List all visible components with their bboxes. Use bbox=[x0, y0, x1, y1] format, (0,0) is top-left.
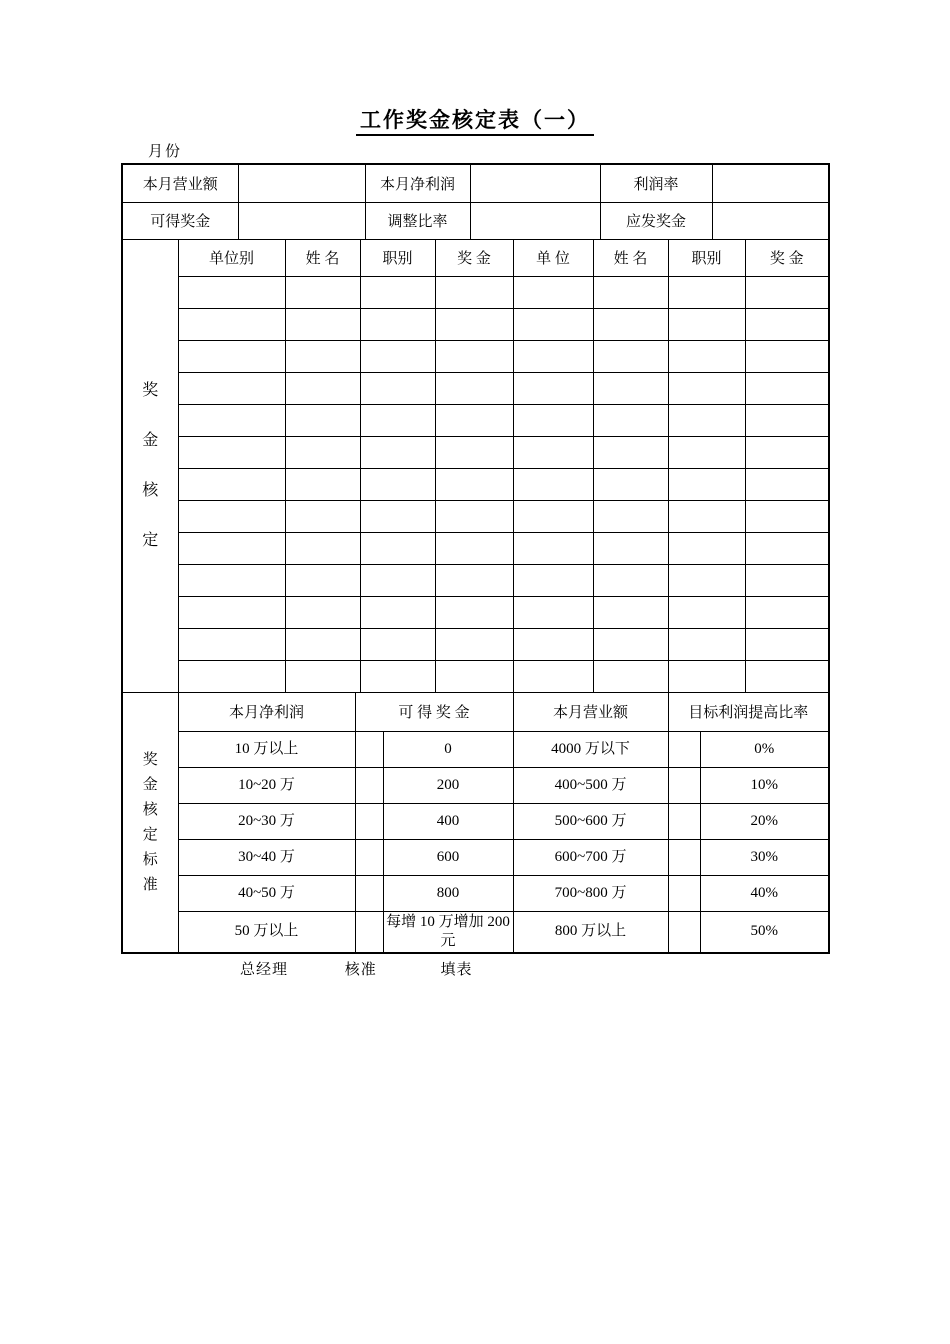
roster-empty-cell bbox=[593, 565, 668, 597]
roster-empty-cell bbox=[435, 501, 513, 533]
roster-empty-cell bbox=[360, 405, 435, 437]
standards-label-char: 金 bbox=[142, 776, 158, 793]
roster-label-char: 核 bbox=[142, 481, 159, 499]
standards-label-char: 标 bbox=[142, 851, 158, 868]
roster-label-char: 金 bbox=[142, 431, 159, 449]
standards-row bbox=[123, 767, 828, 803]
standards-row bbox=[123, 839, 828, 875]
label-obtainable-bonus: 可得奖金 bbox=[123, 202, 238, 239]
page-title-text: 工作奖金核定表（一） bbox=[356, 108, 594, 136]
roster-empty-cell bbox=[668, 405, 745, 437]
roster-empty-cell bbox=[745, 661, 828, 693]
roster-empty-cell bbox=[360, 469, 435, 501]
roster-empty-cell bbox=[178, 373, 285, 405]
col-header-bonus-1: 奖 金 bbox=[435, 240, 513, 277]
roster-empty-cell bbox=[593, 629, 668, 661]
roster-empty-row bbox=[123, 597, 828, 629]
roster-empty-cell bbox=[513, 309, 593, 341]
standards-net-profit-cell: 50 万以上 bbox=[178, 911, 355, 952]
value-monthly-net-profit bbox=[470, 165, 600, 202]
summary-table bbox=[123, 165, 828, 240]
roster-empty-cell bbox=[668, 277, 745, 309]
value-obtainable-bonus bbox=[238, 202, 365, 239]
standards-net-profit-cell: 30~40 万 bbox=[178, 839, 355, 875]
standards-spacer-cell bbox=[355, 911, 383, 952]
roster-empty-cell bbox=[513, 341, 593, 373]
standards-bonus-cell: 400 bbox=[383, 803, 513, 839]
col-header-target-ratio: 目标利润提高比率 bbox=[668, 693, 828, 731]
roster-empty-cell bbox=[178, 597, 285, 629]
roster-empty-cell bbox=[178, 629, 285, 661]
roster-empty-cell bbox=[285, 469, 360, 501]
roster-empty-cell bbox=[513, 277, 593, 309]
roster-empty-cell bbox=[668, 501, 745, 533]
roster-empty-cell bbox=[745, 629, 828, 661]
col-header-position-2: 职别 bbox=[668, 240, 745, 277]
roster-empty-cell bbox=[593, 469, 668, 501]
value-payable-bonus bbox=[712, 202, 828, 239]
roster-empty-cell bbox=[178, 437, 285, 469]
col-header-bonus-2: 奖 金 bbox=[745, 240, 828, 277]
standards-spacer-cell bbox=[668, 803, 700, 839]
roster-empty-row bbox=[123, 277, 828, 309]
label-profit-rate: 利润率 bbox=[600, 165, 712, 202]
roster-empty-cell bbox=[513, 437, 593, 469]
roster-empty-cell bbox=[668, 629, 745, 661]
standards-row bbox=[123, 911, 828, 952]
roster-empty-cell bbox=[513, 533, 593, 565]
roster-empty-row bbox=[123, 373, 828, 405]
roster-empty-cell bbox=[285, 341, 360, 373]
standards-header-row bbox=[123, 693, 828, 731]
roster-empty-cell bbox=[360, 341, 435, 373]
roster-empty-cell bbox=[360, 565, 435, 597]
roster-section-label bbox=[123, 240, 178, 693]
value-adjust-ratio bbox=[470, 202, 600, 239]
value-monthly-revenue bbox=[238, 165, 365, 202]
roster-empty-cell bbox=[668, 469, 745, 501]
value-profit-rate bbox=[712, 165, 828, 202]
roster-empty-cell bbox=[285, 533, 360, 565]
roster-empty-cell bbox=[668, 533, 745, 565]
standards-ratio-cell: 20% bbox=[700, 803, 828, 839]
standards-body bbox=[123, 693, 828, 952]
roster-empty-cell bbox=[593, 309, 668, 341]
standards-bonus-cell: 0 bbox=[383, 731, 513, 767]
standards-section-label bbox=[123, 693, 178, 952]
roster-empty-cell bbox=[435, 597, 513, 629]
roster-empty-cell bbox=[178, 341, 285, 373]
roster-empty-cell bbox=[593, 341, 668, 373]
roster-empty-cell bbox=[178, 501, 285, 533]
roster-empty-cell bbox=[745, 405, 828, 437]
roster-empty-cell bbox=[435, 341, 513, 373]
roster-empty-row bbox=[123, 501, 828, 533]
standards-spacer-cell bbox=[355, 839, 383, 875]
roster-empty-cell bbox=[285, 629, 360, 661]
roster-empty-cell bbox=[435, 277, 513, 309]
roster-empty-cell bbox=[745, 565, 828, 597]
roster-empty-cell bbox=[435, 565, 513, 597]
standards-spacer-cell bbox=[355, 803, 383, 839]
roster-empty-cell bbox=[285, 661, 360, 693]
roster-label-char: 定 bbox=[142, 531, 159, 549]
roster-empty-row bbox=[123, 629, 828, 661]
roster-empty-cell bbox=[513, 565, 593, 597]
roster-empty-row bbox=[123, 437, 828, 469]
roster-empty-cell bbox=[513, 597, 593, 629]
standards-row bbox=[123, 803, 828, 839]
roster-empty-cell bbox=[668, 661, 745, 693]
standards-revenue-cell: 600~700 万 bbox=[513, 839, 668, 875]
standards-net-profit-cell: 40~50 万 bbox=[178, 875, 355, 911]
standards-revenue-cell: 800 万以上 bbox=[513, 911, 668, 952]
roster-empty-cell bbox=[285, 565, 360, 597]
standards-spacer-cell bbox=[355, 767, 383, 803]
standards-bonus-cell: 600 bbox=[383, 839, 513, 875]
roster-empty-cell bbox=[668, 437, 745, 469]
roster-empty-cell bbox=[178, 309, 285, 341]
col-header-revenue: 本月营业额 bbox=[513, 693, 668, 731]
roster-empty-cell bbox=[745, 277, 828, 309]
standards-ratio-cell: 30% bbox=[700, 839, 828, 875]
col-header-position-1: 职别 bbox=[360, 240, 435, 277]
roster-empty-cell bbox=[360, 629, 435, 661]
roster-empty-row bbox=[123, 533, 828, 565]
signature-general-manager: 总经理 bbox=[240, 962, 289, 978]
roster-empty-cell bbox=[745, 437, 828, 469]
standards-spacer-cell bbox=[355, 875, 383, 911]
roster-empty-row bbox=[123, 469, 828, 501]
roster-empty-cell bbox=[668, 565, 745, 597]
roster-empty-cell bbox=[513, 373, 593, 405]
roster-empty-cell bbox=[285, 501, 360, 533]
page-title bbox=[0, 104, 950, 134]
roster-empty-cell bbox=[285, 277, 360, 309]
roster-empty-cell bbox=[513, 629, 593, 661]
roster-empty-cell bbox=[435, 405, 513, 437]
roster-empty-cell bbox=[435, 373, 513, 405]
col-header-net-profit: 本月净利润 bbox=[178, 693, 355, 731]
roster-empty-cell bbox=[513, 501, 593, 533]
roster-empty-cell bbox=[285, 405, 360, 437]
roster-empty-cell bbox=[593, 277, 668, 309]
standards-row bbox=[123, 731, 828, 767]
standards-spacer-cell bbox=[668, 875, 700, 911]
roster-empty-cell bbox=[593, 661, 668, 693]
col-header-unit-type: 单位别 bbox=[178, 240, 285, 277]
roster-empty-cell bbox=[435, 469, 513, 501]
roster-empty-cell bbox=[745, 597, 828, 629]
signature-line bbox=[240, 958, 473, 979]
roster-empty-cell bbox=[745, 341, 828, 373]
col-header-unit: 单 位 bbox=[513, 240, 593, 277]
roster-empty-cell bbox=[593, 533, 668, 565]
roster-empty-cell bbox=[178, 565, 285, 597]
roster-empty-cell bbox=[360, 597, 435, 629]
roster-empty-cell bbox=[360, 437, 435, 469]
roster-empty-cell bbox=[178, 469, 285, 501]
standards-ratio-cell: 50% bbox=[750, 923, 779, 940]
label-monthly-net-profit: 本月净利润 bbox=[365, 165, 470, 202]
standards-net-profit-cell: 10 万以上 bbox=[178, 731, 355, 767]
standards-bonus-cell: 每增 10 万增加 200 元 bbox=[383, 911, 513, 952]
roster-empty-cell bbox=[745, 309, 828, 341]
col-header-obtainable-bonus: 可 得 奖 金 bbox=[355, 693, 513, 731]
roster-label-char: 奖 bbox=[142, 381, 159, 399]
standards-bonus-cell: 800 bbox=[383, 875, 513, 911]
signature-approve: 核准 bbox=[344, 962, 377, 978]
standards-label-char: 定 bbox=[142, 826, 158, 843]
roster-empty-cell bbox=[178, 533, 285, 565]
roster-empty-cell bbox=[593, 501, 668, 533]
standards-spacer-cell bbox=[668, 839, 700, 875]
standards-revenue-cell: 500~600 万 bbox=[513, 803, 668, 839]
roster-empty-cell bbox=[360, 309, 435, 341]
roster-empty-cell bbox=[178, 661, 285, 693]
roster-empty-row bbox=[123, 565, 828, 597]
label-adjust-ratio: 调整比率 bbox=[365, 202, 470, 239]
roster-empty-cell bbox=[593, 597, 668, 629]
roster-empty-cell bbox=[435, 533, 513, 565]
standards-ratio-cell: 0% bbox=[700, 731, 828, 767]
roster-empty-cell bbox=[668, 341, 745, 373]
roster-empty-cell bbox=[593, 437, 668, 469]
standards-net-profit-cell: 10~20 万 bbox=[178, 767, 355, 803]
roster-empty-cell bbox=[435, 629, 513, 661]
standards-revenue-cell: 700~800 万 bbox=[513, 875, 668, 911]
roster-empty-cell bbox=[745, 373, 828, 405]
standards-label-char: 核 bbox=[142, 801, 158, 818]
roster-empty-cell bbox=[285, 373, 360, 405]
roster-table bbox=[123, 240, 828, 694]
roster-body bbox=[123, 240, 828, 693]
standards-spacer-cell bbox=[668, 731, 700, 767]
roster-empty-cell bbox=[285, 437, 360, 469]
standards-ratio-cell: 40% bbox=[700, 875, 828, 911]
roster-empty-cell bbox=[745, 501, 828, 533]
standards-bonus-cell: 200 bbox=[383, 767, 513, 803]
roster-empty-cell bbox=[360, 373, 435, 405]
roster-empty-cell bbox=[668, 373, 745, 405]
standards-revenue-cell: 4000 万以下 bbox=[513, 731, 668, 767]
standards-spacer-cell bbox=[668, 911, 700, 952]
standards-row bbox=[123, 875, 828, 911]
roster-empty-cell bbox=[360, 661, 435, 693]
summary-row-2 bbox=[123, 202, 828, 239]
roster-empty-cell bbox=[285, 309, 360, 341]
month-label: 月份 bbox=[148, 144, 183, 160]
roster-empty-cell bbox=[178, 405, 285, 437]
bonus-form-table bbox=[121, 163, 830, 954]
standards-spacer-cell bbox=[355, 731, 383, 767]
roster-empty-cell bbox=[745, 469, 828, 501]
roster-empty-cell bbox=[178, 277, 285, 309]
roster-empty-cell bbox=[285, 597, 360, 629]
roster-empty-cell bbox=[593, 405, 668, 437]
signature-fill: 填表 bbox=[440, 962, 473, 978]
roster-empty-row bbox=[123, 341, 828, 373]
roster-header-row bbox=[123, 240, 828, 277]
roster-empty-cell bbox=[360, 501, 435, 533]
roster-empty-cell bbox=[745, 533, 828, 565]
standards-net-profit-cell: 20~30 万 bbox=[178, 803, 355, 839]
col-header-name-1: 姓 名 bbox=[285, 240, 360, 277]
standards-table bbox=[123, 693, 828, 952]
label-payable-bonus: 应发奖金 bbox=[600, 202, 712, 239]
roster-empty-row bbox=[123, 661, 828, 693]
roster-empty-cell bbox=[668, 309, 745, 341]
roster-empty-row bbox=[123, 405, 828, 437]
label-monthly-revenue: 本月营业额 bbox=[123, 165, 238, 202]
standards-ratio-cell: 10% bbox=[700, 767, 828, 803]
standards-spacer-cell bbox=[668, 767, 700, 803]
roster-empty-cell bbox=[513, 405, 593, 437]
standards-revenue-cell: 400~500 万 bbox=[513, 767, 668, 803]
roster-empty-cell bbox=[513, 469, 593, 501]
roster-empty-cell bbox=[435, 309, 513, 341]
summary-row-1 bbox=[123, 165, 828, 202]
roster-empty-cell bbox=[513, 661, 593, 693]
col-header-name-2: 姓 名 bbox=[593, 240, 668, 277]
roster-empty-row bbox=[123, 309, 828, 341]
roster-empty-cell bbox=[360, 277, 435, 309]
roster-empty-cell bbox=[435, 437, 513, 469]
standards-label-char: 准 bbox=[142, 876, 158, 893]
standards-label-char: 奖 bbox=[142, 751, 158, 768]
roster-empty-cell bbox=[360, 533, 435, 565]
roster-empty-cell bbox=[435, 661, 513, 693]
roster-empty-cell bbox=[668, 597, 745, 629]
roster-empty-cell bbox=[593, 373, 668, 405]
